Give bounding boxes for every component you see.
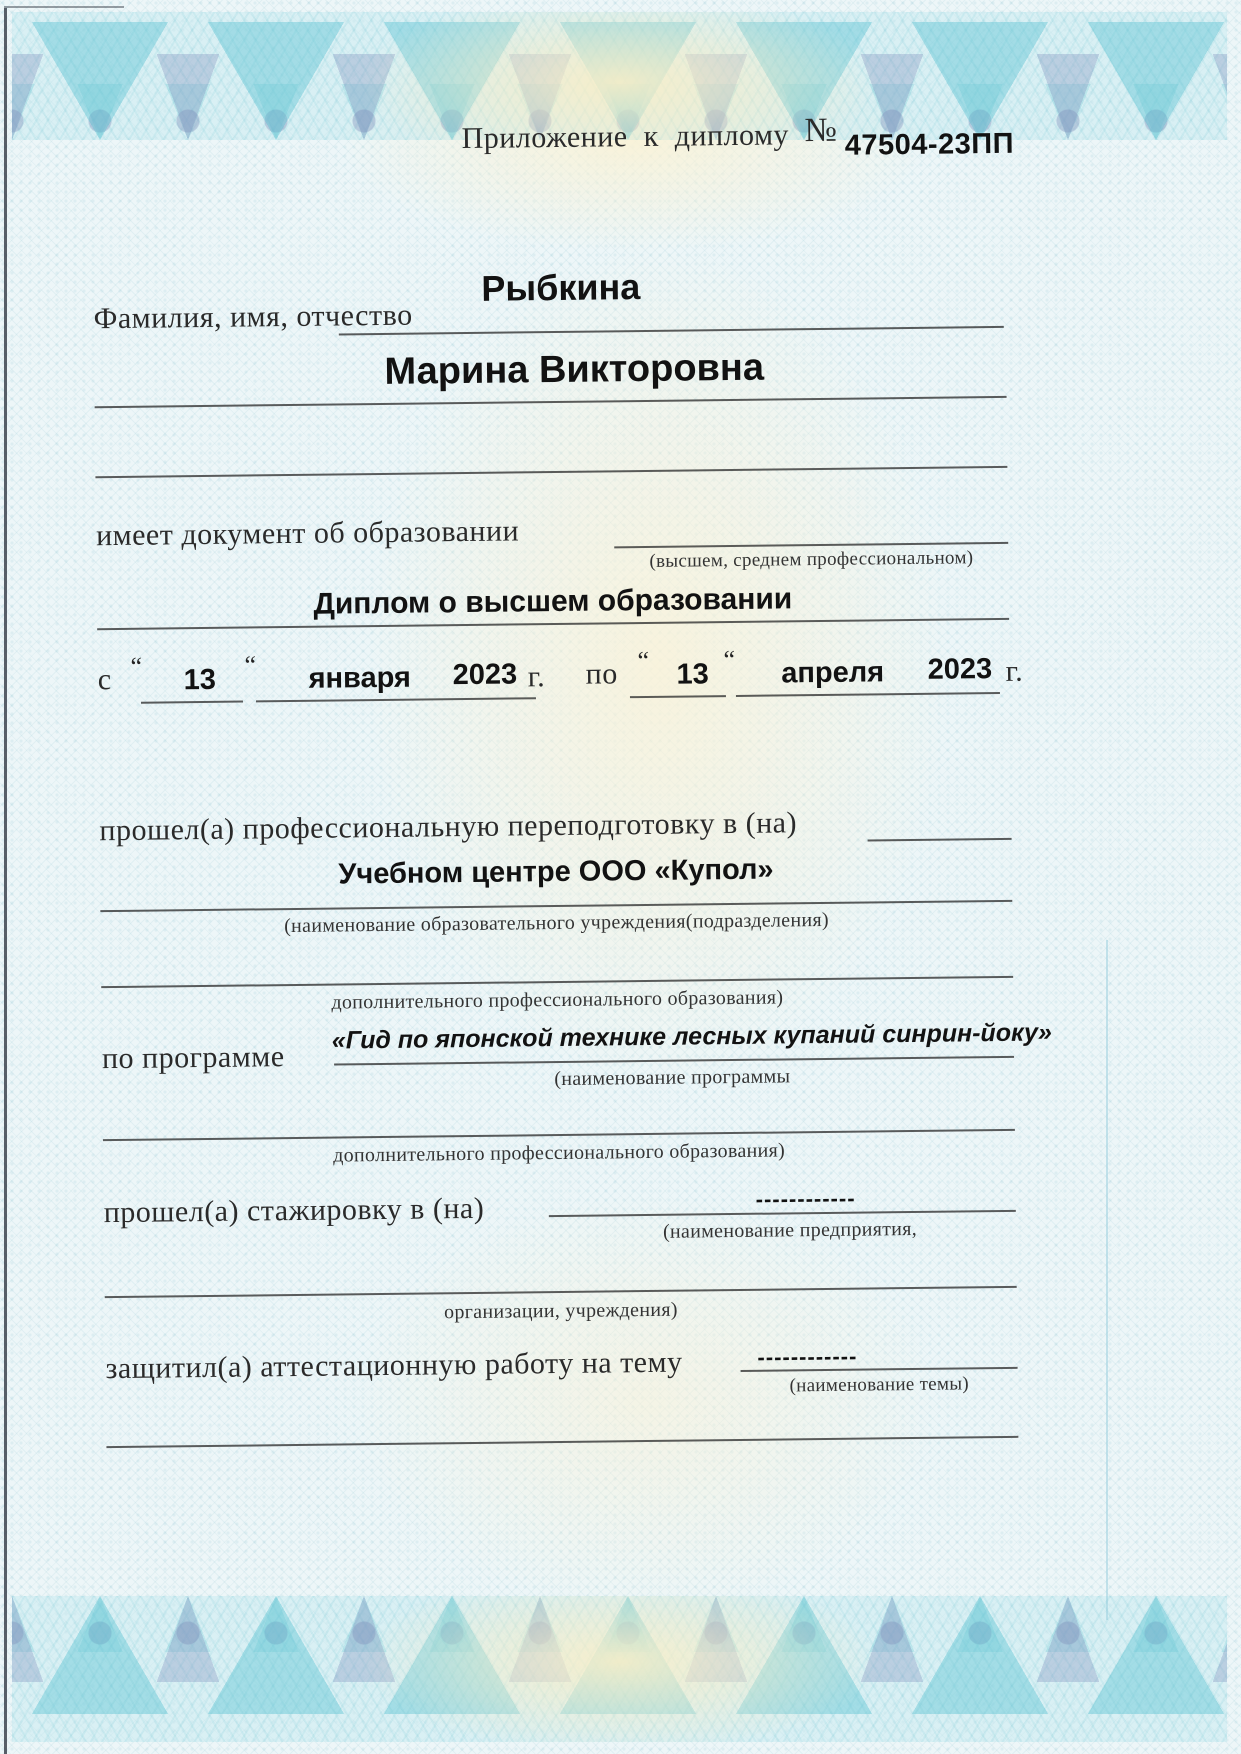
education-label: имеет документ об образовании (95, 514, 520, 553)
program-value: «Гид по японской технике лесных купаний синрин-йоку» (331, 1018, 1052, 1055)
date-to-preposition: по (585, 657, 618, 691)
retraining-short-line (868, 838, 1012, 842)
date-from-month-line (256, 697, 536, 702)
retraining-hint-1: (наименование образовательного учреждения(подразделения) (284, 908, 830, 938)
blank-line-2 (95, 466, 1007, 478)
retraining-hint-2: дополнительного профессионального образования) (331, 986, 784, 1014)
thesis-line-2 (106, 1436, 1018, 1448)
retraining-value: Учебном центре ООО «Купол» (338, 853, 774, 891)
date-to-month: апреля (781, 656, 885, 690)
date-to-day-line (630, 695, 726, 698)
program-hint-1: (наименование программы (554, 1065, 791, 1091)
document-title: Приложение к диплому (461, 118, 790, 156)
date-from-preposition: с (97, 663, 112, 697)
retraining-label: прошел(а) профессиональную переподготовку в (на) (99, 806, 798, 848)
quote-close-1: “ (244, 650, 255, 680)
program-hint-2: дополнительного профессионального образования) (333, 1139, 786, 1167)
thesis-hint: (наименование темы) (789, 1373, 970, 1397)
quote-open-2: “ (637, 645, 648, 676)
internship-label: прошел(а) стажировку в (на) (103, 1191, 485, 1230)
year-suffix-2: г. (1005, 654, 1024, 688)
date-from-day-line (141, 701, 243, 704)
education-hint: (высшем, среднем профессиональном) (649, 547, 974, 572)
blank-line-1 (95, 396, 1007, 408)
thesis-value: ------------ (757, 1343, 858, 1370)
date-from-year: 2023 (452, 658, 518, 692)
internship-value: ------------ (755, 1185, 856, 1212)
date-to-year: 2023 (927, 653, 993, 686)
internship-hint-2: организации, учреждения) (443, 1298, 678, 1324)
numero-sign: № (804, 111, 838, 150)
year-suffix-1: г. (527, 660, 546, 694)
date-to-day: 13 (676, 658, 710, 691)
program-label: по программе (101, 1040, 285, 1076)
date-from-day: 13 (183, 663, 217, 697)
given-name-value: Марина Викторовна (384, 346, 765, 393)
quote-open-1: “ (130, 651, 141, 681)
fullname-label: Фамилия, имя, отчество (93, 298, 413, 336)
internship-hint-1: (наименование предприятия, (662, 1217, 918, 1243)
education-value: Диплом о высшем образовании (313, 582, 793, 621)
diploma-number: 47504-23ПП (844, 127, 1015, 162)
thesis-label: защитил(а) аттестационную работу на тему (105, 1345, 683, 1386)
surname-value: Рыбкина (481, 266, 641, 309)
date-from-month: января (308, 661, 412, 695)
date-to-month-line (736, 692, 1000, 697)
fullname-line (339, 326, 1004, 336)
quote-close-2: “ (723, 644, 734, 675)
